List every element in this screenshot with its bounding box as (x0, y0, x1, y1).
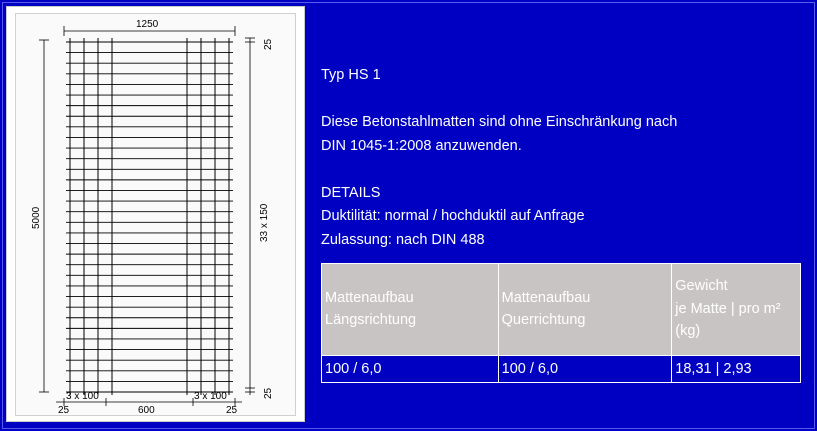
bottom-right-label: 3 x 100 (194, 391, 227, 402)
header-weight-line2: je Matte | pro m² (675, 300, 781, 317)
header-longitudinal-line1: Mattenaufbau (325, 289, 414, 306)
description-line-2: DIN 1045-1:2008 anzuwenden. (321, 137, 522, 154)
type-title: Typ HS 1 (321, 67, 381, 83)
header-transverse (498, 264, 672, 356)
height-label: 5000 (31, 206, 42, 229)
width-label: 1250 (136, 19, 159, 30)
ductility-text: Duktilität: normal / hochduktil auf Anfrage (321, 208, 585, 224)
table-row (322, 356, 801, 383)
end-bottom-label: 25 (263, 387, 274, 399)
header-weight-line3: (kg) (675, 323, 701, 340)
mesh-drawing (15, 13, 296, 416)
mesh-grid (66, 38, 233, 395)
header-transverse-line1: Mattenaufbau (501, 289, 591, 306)
bottom-dimensions (56, 391, 242, 416)
bottom-edge-right-label: 25 (226, 405, 238, 416)
bottom-middle-label: 600 (138, 405, 155, 416)
bottom-edge-left-label: 25 (58, 405, 70, 416)
header-longitudinal-line2: Längsrichtung (325, 312, 417, 328)
header-transverse-line2: Querrichtung (501, 312, 586, 328)
bottom-left-label: 3 x 100 (66, 391, 99, 402)
width-dimension (64, 19, 235, 36)
height-dimension (31, 40, 49, 392)
mesh-drawing-panel (6, 6, 305, 422)
mesh-drawing-svg (16, 14, 297, 417)
details-heading: DETAILS (321, 184, 381, 201)
header-weight-line1: Gewicht (675, 278, 728, 295)
end-top-label: 25 (263, 38, 274, 50)
spec-table (321, 263, 801, 383)
header-weight (672, 264, 801, 356)
description-line-1: Diese Betonstahlmatten sind ohne Einschränkung nach (321, 114, 678, 130)
spacing-label: 33 x 150 (259, 203, 270, 242)
table-header-row (322, 264, 801, 356)
cell-weight: 18,31 | 2,93 (672, 356, 801, 383)
cell-transverse: 100 / 6,0 (498, 356, 672, 383)
product-info (321, 64, 801, 252)
header-longitudinal (322, 264, 499, 356)
approval-text: Zulassung: nach DIN 488 (321, 231, 485, 248)
cell-longitudinal: 100 / 6,0 (322, 356, 499, 383)
spacing-dimension (245, 38, 274, 399)
